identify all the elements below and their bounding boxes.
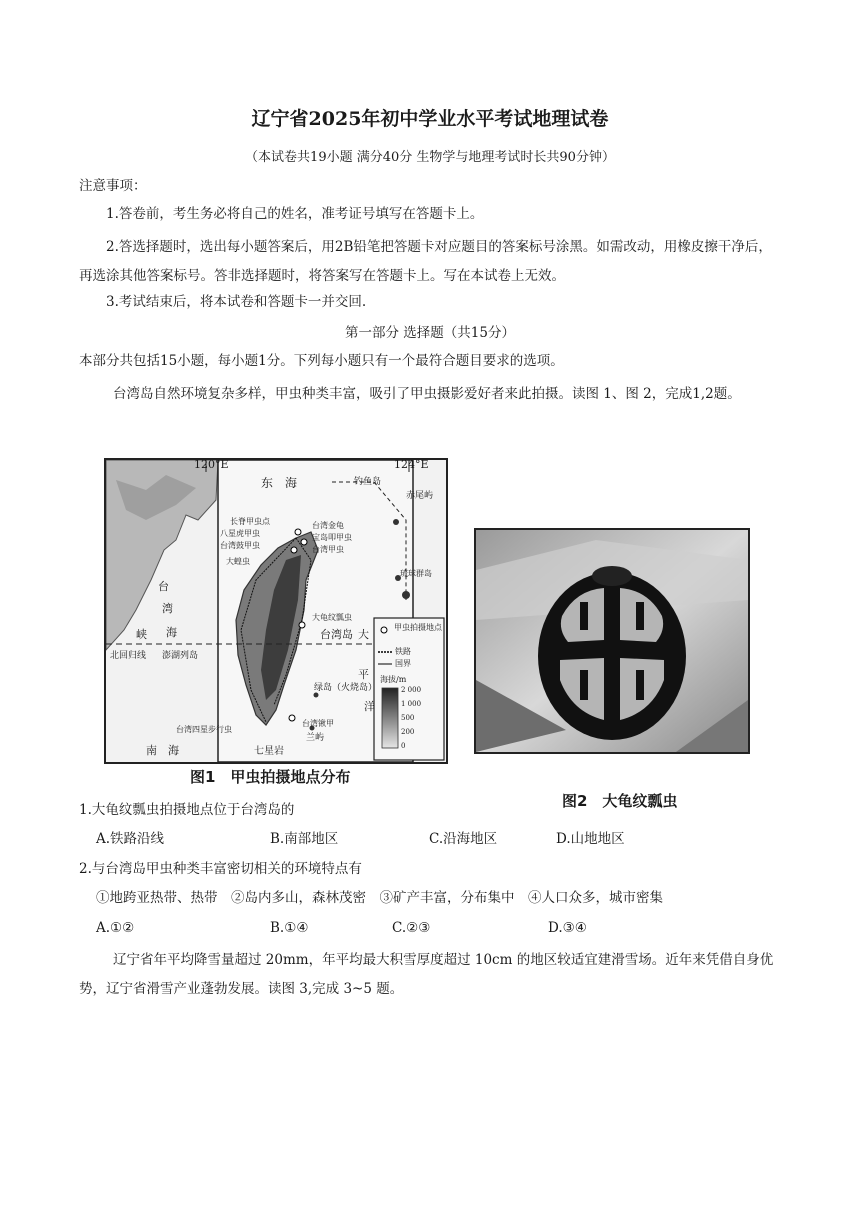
strait-char-3: 海	[166, 626, 177, 639]
q1-stem: 1.大龟纹瓢虫拍摄地点位于台湾岛的	[79, 802, 295, 818]
lon-left-label: 120°E	[194, 458, 229, 471]
legend-elev-1000: 1 000	[401, 700, 422, 708]
section-intro: 本部分共包括15小题，每小题1分。下列每小题只有一个最符合题目要求的选项。	[79, 353, 564, 369]
q2-option-c: C.②③	[392, 920, 431, 936]
greenisland-label: 绿岛（火烧岛）	[314, 683, 378, 693]
q1-option-d: D.山地地区	[556, 831, 625, 847]
east-sea-label: 东 海	[261, 476, 298, 490]
site-label-6: 台湾甲虫	[312, 545, 344, 554]
passage-taiwan: 台湾岛自然环境复杂多样，甲虫种类丰富，吸引了甲虫摄影爱好者来此拍摄。读图 1、图 2，完成1,2题。	[113, 386, 741, 402]
site-label-7: 大龟纹瓢虫	[312, 613, 352, 622]
strait-char-2: 湾	[162, 602, 173, 615]
site-label-5: 台湾金龟	[312, 521, 344, 530]
legend-elev-2000: 2 000	[401, 686, 422, 694]
figure2-caption: 图2 大龟纹瓢虫	[562, 792, 678, 810]
passage-liaoning-snow: 辽宁省年平均降雪量超过 20mm，年平均最大积雪厚度超过 10cm 的地区较适宜建滑雪场。近年来凭借自身优势，辽宁省滑雪产业蓬勃发展。读图 3,完成 3~5 题。	[79, 952, 774, 997]
notice-item-2: 2.答选择题时，选出每小题答案后，用2B铅笔把答题卡对应题目的答案标号涂黑。如需改动，用橡皮擦干净后，再选涂其他答案标号。答非选择题时，将答案写在答题卡上。写在本试卷上无效。	[79, 239, 772, 284]
q1-option-b: B.南部地区	[270, 831, 339, 847]
figure2-photo	[474, 528, 750, 754]
site-label-3: 台湾鼓甲虫	[220, 541, 260, 550]
legend-border-label: 国界	[395, 659, 411, 668]
tropic-label: 北回归线	[110, 651, 147, 661]
site-label-2: 八星虎甲虫	[220, 529, 260, 538]
legend-elev-title: 海拔/m	[380, 675, 407, 684]
strait-char-1: 台	[158, 580, 169, 593]
q1-option-c: C.沿海地区	[429, 831, 498, 847]
notice-item-3: 3.考试结束后，将本试卷和答题卡一并交回.	[106, 294, 367, 310]
legend-rail-label: 铁路	[395, 647, 411, 656]
q2-option-b: B.①④	[270, 920, 309, 936]
legend-elev-200: 200	[401, 728, 415, 736]
lon-right-label: 124°E	[394, 458, 429, 471]
pacific-char-1: 大	[358, 628, 369, 641]
site-label-1: 长脊甲虫点	[230, 517, 270, 526]
pacific-char-2: 平	[358, 668, 369, 681]
site-label-8: 台湾四星步行虫	[176, 725, 232, 734]
site-label-9: 台湾锹甲	[302, 719, 334, 728]
q2-statements: ①地跨亚热带、热带 ②岛内多山，森林茂密 ③矿产丰富，分布集中 ④人口众多，城市密集	[96, 890, 663, 906]
taiwan-island-label: 台湾岛	[320, 628, 353, 641]
figure1-map	[104, 458, 448, 764]
qixingyan-label: 七星岩	[254, 746, 284, 757]
q2-option-d: D.③④	[548, 920, 587, 936]
taiwan-map-svg	[106, 460, 446, 762]
south-sea-label: 南 海	[146, 744, 179, 757]
notice-heading: 注意事项：	[79, 178, 147, 194]
ladybug-illustration	[476, 530, 748, 752]
diaoyu-label: 钓鱼岛	[354, 477, 382, 487]
legend-site-label: 甲虫拍摄地点	[394, 623, 442, 632]
site-label-10: 宝岛叩甲虫	[312, 533, 352, 542]
q2-option-a: A.①②	[96, 920, 135, 936]
strait-char-4: 峡	[136, 628, 147, 641]
legend-elev-0: 0	[401, 742, 406, 750]
site-label-4: 大蝗虫	[226, 557, 250, 566]
pacific-char-3: 洋	[364, 700, 375, 713]
legend-elev-500: 500	[401, 714, 415, 722]
exam-subtitle: （本试卷共19小题 满分40分 生物学与地理考试时长共90分钟）	[245, 150, 615, 165]
islands-label: 琉球群岛	[400, 569, 432, 578]
page-title: 辽宁省2025年初中学业水平考试地理试卷	[251, 108, 609, 130]
q1-option-a: A.铁路沿线	[96, 831, 165, 847]
lanyu-label: 兰屿	[306, 733, 325, 743]
figure1-caption: 图1 甲虫拍摄地点分布	[190, 768, 351, 786]
section-title: 第一部分 选择题（共15分）	[345, 325, 515, 341]
q2-stem: 2.与台湾岛甲虫种类丰富密切相关的环境特点有	[79, 861, 362, 877]
penghu-label: 澎湖列岛	[162, 651, 199, 661]
chiwei-label: 赤尾屿	[406, 491, 434, 501]
notice-item-1: 1.答卷前，考生务必将自己的姓名，准考证号填写在答题卡上。	[106, 206, 484, 222]
